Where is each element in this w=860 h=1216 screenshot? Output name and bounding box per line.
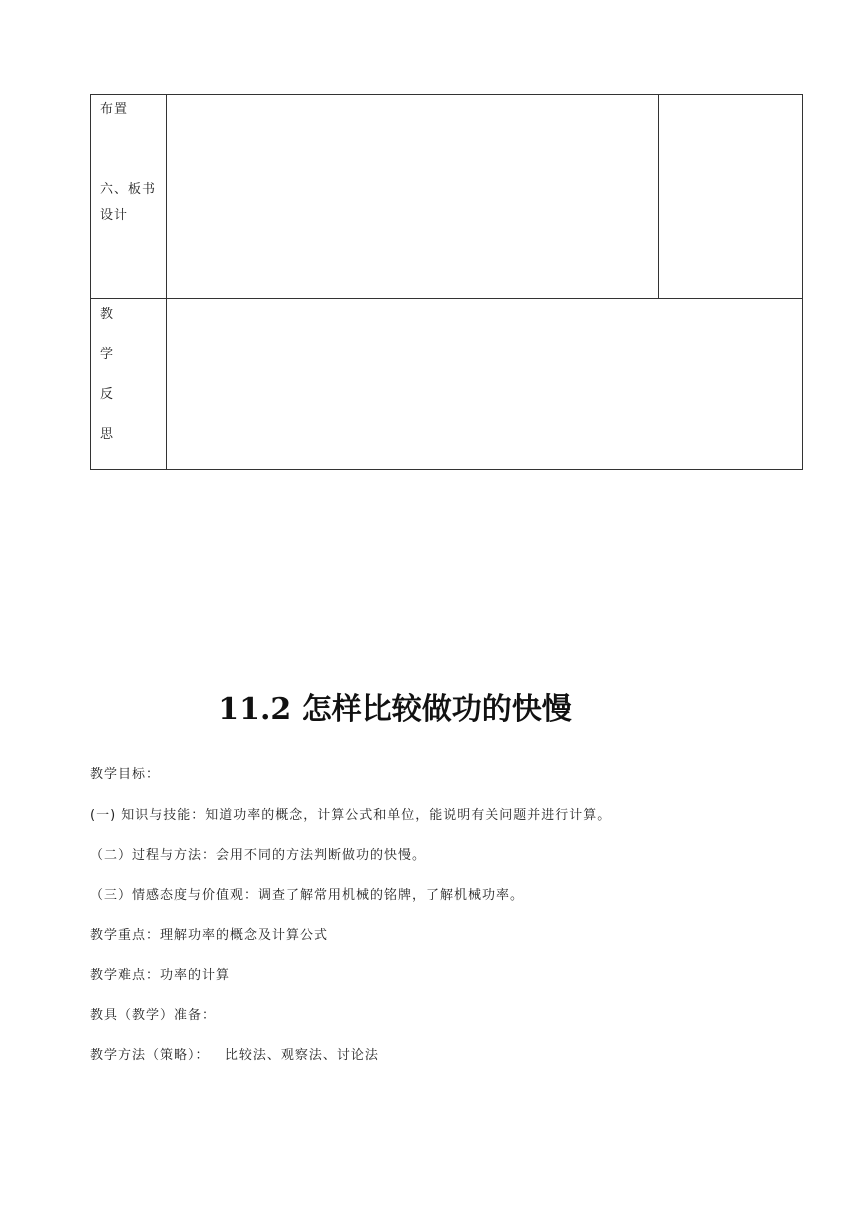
key-point: 教学重点：理解功率的概念及计算公式: [90, 928, 329, 943]
label-reflection-char: 思: [100, 427, 115, 442]
teaching-tools: 教具（教学）准备：: [90, 1008, 217, 1023]
label-reflection-char: 学: [100, 347, 115, 362]
goal-process: （二）过程与方法：会用不同的方法判断做功的快慢。: [90, 848, 427, 863]
goal-knowledge: (一) 知识与技能：知道功率的概念，计算公式和单位，能说明有关问题并进行计算。: [90, 808, 612, 823]
difficulty: 教学难点：功率的计算: [90, 968, 231, 983]
label-board-design-1: 六、板书: [100, 182, 157, 197]
board-design-content-cell: [167, 95, 659, 299]
row-label-cell: [91, 95, 167, 299]
label-buzhi: 布置: [100, 102, 129, 117]
label-board-design-2: 设计: [100, 208, 129, 223]
lesson-plan-table: [90, 94, 803, 470]
label-reflection-char: 教: [100, 307, 115, 322]
teaching-methods: 教学方法（策略）： 比较法、观察法、讨论法: [90, 1048, 379, 1063]
board-design-side-cell: [659, 95, 803, 299]
goals-heading: 教学目标：: [90, 767, 161, 782]
label-reflection-char: 反: [100, 387, 115, 402]
goal-attitude: （三）情感态度与价值观：调查了解常用机械的铭牌，了解机械功率。: [90, 888, 525, 903]
table-row-board-design: [91, 95, 803, 299]
reflection-content-cell: [167, 299, 803, 470]
table-row-teaching-reflection: [91, 299, 803, 470]
section-title: 11.2 怎样比较做功的快慢: [218, 692, 572, 727]
row-label-cell: [91, 299, 167, 470]
